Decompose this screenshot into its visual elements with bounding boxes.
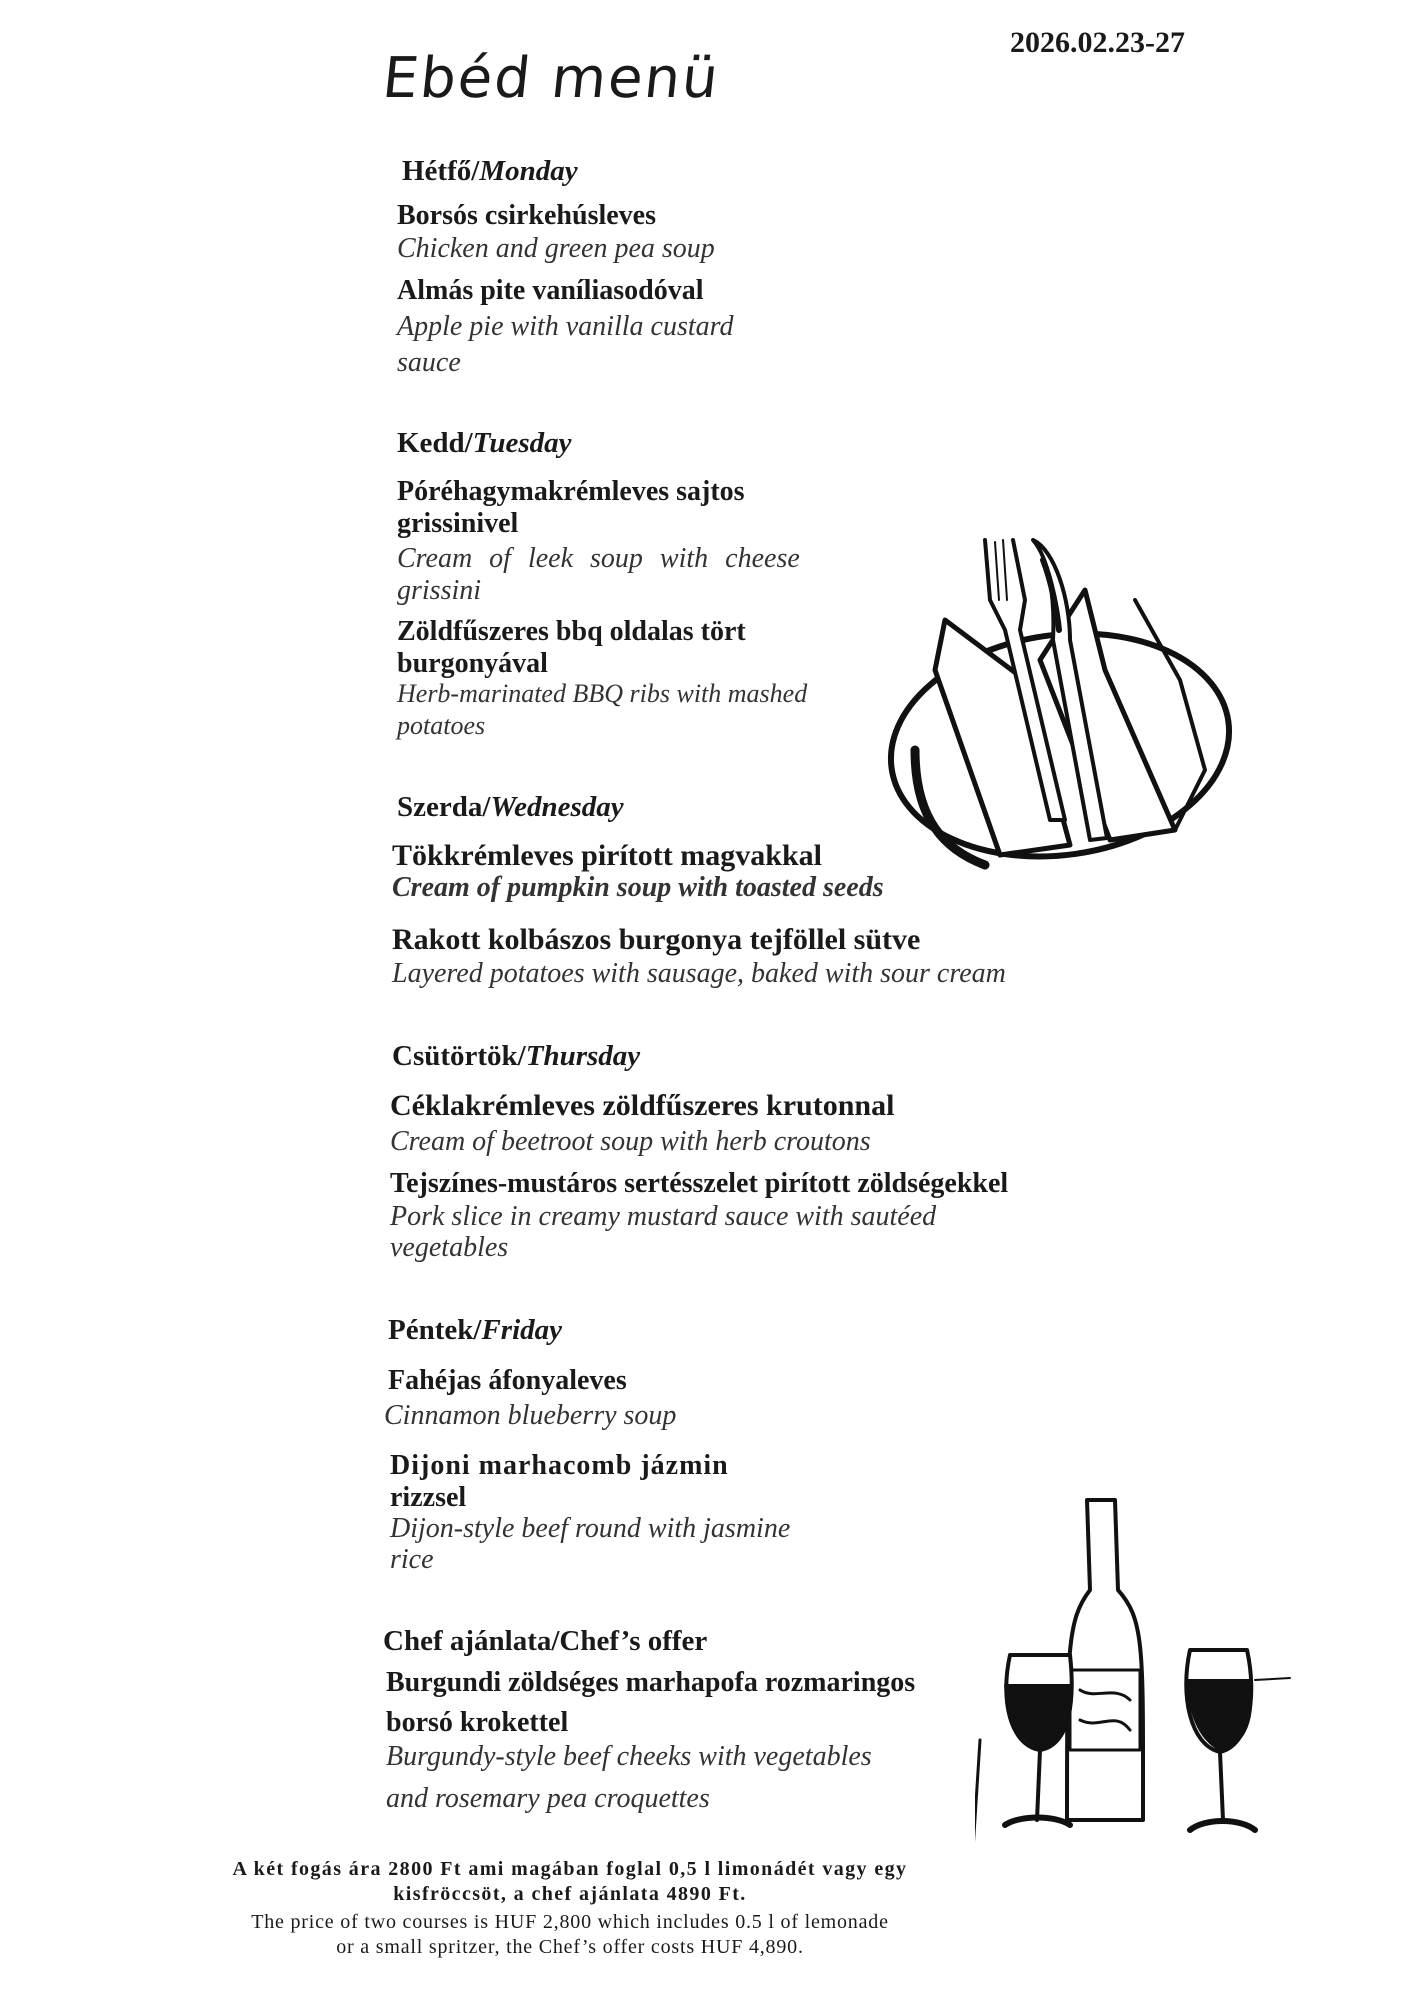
- thursday-soup-hu: Céklakrémleves zöldfűszeres krutonnal: [390, 1089, 895, 1122]
- price-note-en-line2: or a small spritzer, the Chef’s offer costs HUF 4,890.: [336, 1936, 804, 1958]
- wednesday-soup-hu: Tökkrémleves pirított magvakkal: [392, 839, 822, 872]
- monday-main-hu: Almás pite vaníliasodóval: [397, 275, 704, 306]
- tuesday-soup-en: Cream of leek soup with cheese: [397, 543, 800, 574]
- price-note-en: [210, 1910, 930, 1960]
- page-title: Ebéd menü: [379, 46, 724, 111]
- day-heading-thursday: Csütörtök/Thursday: [392, 1040, 641, 1072]
- friday-soup-hu: Fahéjas áfonyaleves: [388, 1365, 627, 1396]
- tuesday-soup-hu: Póréhagymakrémleves sajtos: [397, 476, 745, 507]
- thursday-main-en: Pork slice in creamy mustard sauce with sautéed: [390, 1201, 937, 1232]
- price-note-hu-line1: A két fogás ára 2800 Ft ami magában foglal 0,5 l limonádét vagy egy: [232, 1858, 908, 1880]
- thursday-main-en-cont: vegetables: [390, 1232, 509, 1263]
- day-heading-wednesday: Szerda/Wednesday: [397, 791, 624, 823]
- monday-soup-en: Chicken and green pea soup: [397, 233, 715, 264]
- friday-main-en: Dijon-style beef round with jasmine: [390, 1513, 791, 1544]
- menu-date-range: 2026.02.23-27: [1010, 26, 1185, 59]
- plate-cutlery-illustration: [875, 520, 1240, 900]
- day-heading-tuesday: Kedd/Tuesday: [397, 427, 572, 459]
- tuesday-main-en: Herb-marinated BBQ ribs with mashed: [397, 679, 808, 708]
- price-note-hu-line2: kisfröccsöt, a chef ajánlata 4890 Ft.: [393, 1883, 747, 1905]
- friday-main-hu: Dijoni marhacomb jázmin: [390, 1450, 729, 1481]
- friday-soup-en: Cinnamon blueberry soup: [384, 1400, 677, 1431]
- chef-offer-en-cont: and rosemary pea croquettes: [386, 1783, 710, 1814]
- chef-offer-hu: Burgundi zöldséges marhapofa rozmaringos: [386, 1667, 916, 1698]
- tuesday-main-hu: Zöldfűszeres bbq oldalas tört: [397, 616, 746, 647]
- day-heading-monday: Hétfő/Monday: [402, 155, 578, 187]
- chef-offer-hu-cont: borsó krokettel: [386, 1707, 569, 1738]
- monday-main-en: Apple pie with vanilla custard: [397, 311, 734, 342]
- tuesday-main-en-cont: potatoes: [397, 711, 486, 740]
- friday-main-en-cont: rice: [390, 1544, 434, 1575]
- thursday-main-hu: Tejszínes-mustáros sertésszelet pirított zöldségekkel: [390, 1168, 1009, 1199]
- monday-main-en-cont: sauce: [397, 347, 461, 378]
- tuesday-soup-en-cont: grissini: [397, 575, 482, 606]
- friday-main-hu-cont: rizzsel: [390, 1482, 467, 1513]
- wine-bottle-glasses-illustration: [975, 1490, 1295, 1850]
- tuesday-soup-hu-cont: grissinivel: [397, 508, 519, 539]
- wednesday-main-hu: Rakott kolbászos burgonya tejföllel sütve: [392, 923, 921, 956]
- chef-offer-en: Burgundy-style beef cheeks with vegetables: [386, 1741, 872, 1772]
- chef-offer-heading: Chef ajánlata/Chef’s offer: [383, 1625, 708, 1657]
- wednesday-soup-en: Cream of pumpkin soup with toasted seeds: [392, 872, 884, 903]
- day-heading-friday: Péntek/Friday: [388, 1314, 562, 1346]
- tuesday-main-hu-cont: burgonyával: [397, 648, 548, 679]
- monday-soup-hu: Borsós csirkehúsleves: [397, 200, 656, 231]
- price-note-hu: [210, 1857, 930, 1907]
- price-note-en-line1: The price of two courses is HUF 2,800 which includes 0.5 l of lemonade: [251, 1911, 889, 1933]
- thursday-soup-en: Cream of beetroot soup with herb croutons: [390, 1126, 871, 1157]
- wednesday-main-en: Layered potatoes with sausage, baked with sour cream: [392, 958, 1006, 989]
